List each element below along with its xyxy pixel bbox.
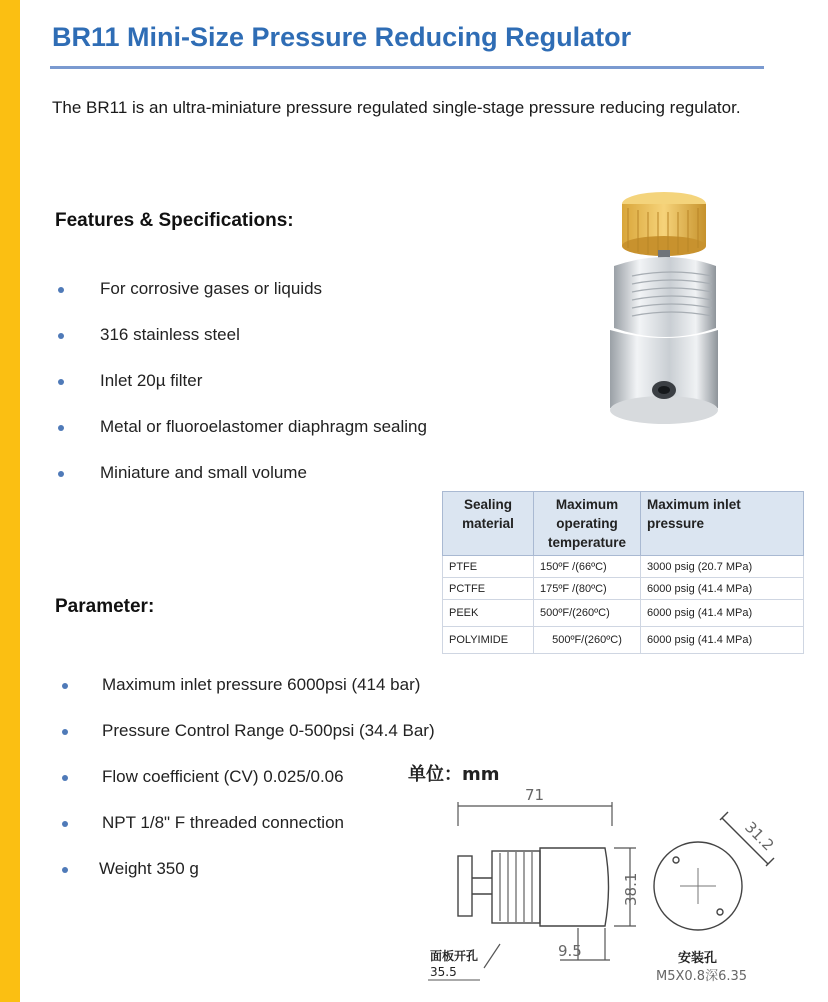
table-header-row (443, 492, 804, 556)
dimension-drawing (400, 756, 780, 996)
bullet-icon (62, 683, 68, 689)
mount-hole-label: 安装孔 (678, 951, 718, 966)
panel-hole-leader (484, 944, 500, 968)
unit-label: 单位：mm (408, 764, 500, 785)
regulator-product-photo (596, 188, 736, 438)
table-row (443, 578, 804, 600)
mount-hole-value: M5X0.8深6.35 (656, 969, 748, 984)
bullet-icon (58, 379, 64, 385)
table-cell: PEEK (443, 600, 534, 627)
side-view-outline (458, 848, 609, 926)
bullet-icon (58, 287, 64, 293)
specification-table (442, 491, 804, 654)
table-cell: 6000 psig (41.4 MPa) (641, 600, 804, 627)
table-row (443, 627, 804, 654)
page-title: BR11 Mini-Size Pressure Reducing Regulator (52, 22, 632, 52)
column-header: Sealing material (443, 492, 534, 556)
table-cell: 500ºF/(260ºC) (534, 627, 641, 654)
length-dimension (458, 802, 612, 826)
table-cell: 6000 psig (41.4 MPa) (641, 627, 804, 654)
parameter-heading: Parameter: (55, 596, 155, 617)
bullet-icon (62, 867, 68, 873)
column-header: Maximum inlet pressure (641, 492, 804, 556)
circle-dimension-value: 31.2 (741, 818, 778, 855)
title-divider (50, 66, 764, 69)
table-row (443, 600, 804, 627)
thread-value: 9.5 (558, 942, 582, 960)
bullet-icon (58, 333, 64, 339)
table-cell: POLYIMIDE (443, 627, 534, 654)
panel-hole-label: 面板开孔 (430, 949, 479, 963)
length-value: 71 (525, 786, 545, 804)
bullet-icon (62, 775, 68, 781)
bullet-icon (58, 471, 64, 477)
table-row (443, 556, 804, 578)
bullet-icon (58, 425, 64, 431)
bullet-icon (62, 729, 68, 735)
left-accent-bar (0, 0, 20, 1002)
column-header: Maximum operating temperature (534, 492, 641, 556)
bullet-icon (62, 821, 68, 827)
table-cell: 6000 psig (41.4 MPa) (641, 578, 804, 600)
height-value: 38.1 (622, 872, 640, 906)
table-cell: 175ºF /(80ºC) (534, 578, 641, 600)
table-cell: PTFE (443, 556, 534, 578)
panel-hole-value: 35.5 (430, 965, 457, 979)
intro-text: The BR11 is an ultra-miniature pressure regulated single-stage pressure reducing regulator. (52, 98, 741, 117)
table-cell: 3000 psig (20.7 MPa) (641, 556, 804, 578)
table-cell: 500ºF/(260ºC) (534, 600, 641, 627)
features-heading: Features & Specifications: (55, 210, 294, 231)
table-cell: PCTFE (443, 578, 534, 600)
table-cell: 150ºF /(66ºC) (534, 556, 641, 578)
